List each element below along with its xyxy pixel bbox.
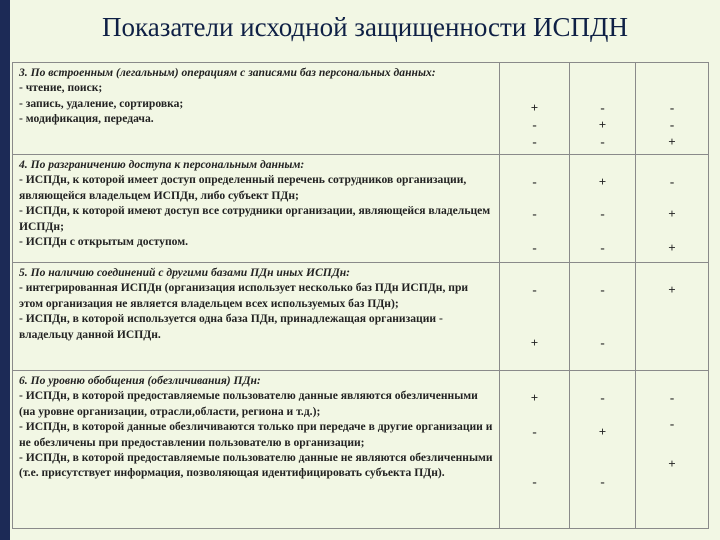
- column-3-cell: [636, 63, 709, 155]
- mark: -: [600, 282, 605, 297]
- mark: -: [532, 206, 537, 221]
- mark: -: [669, 174, 675, 189]
- mark: +: [530, 335, 539, 350]
- row-line: - ИСПДн, в которой предоставляемые пользователю данные не являются обезличенными (т.е. присутствует информация, позволяющая идентифицировать субъекта ПДн).: [19, 451, 493, 480]
- mark: -: [532, 474, 537, 489]
- row-line: - ИСПДн, в которой данные обезличиваются только при передаче в другие организации и не обезличены при предоставлении пользователю в организации;: [19, 420, 493, 449]
- mark: -: [532, 117, 537, 132]
- mark: +: [530, 390, 539, 405]
- mark: +: [668, 134, 676, 149]
- mark: +: [668, 206, 676, 221]
- mark: -: [669, 390, 675, 405]
- row-description: [13, 155, 500, 263]
- mark: -: [532, 424, 537, 439]
- mark: +: [598, 174, 607, 189]
- indicators-table: [12, 62, 709, 529]
- row-description: [13, 263, 500, 371]
- column-2-cell: [570, 371, 636, 529]
- column-2-cell: [570, 155, 636, 263]
- row-line: - запись, удаление, сортировка;: [19, 96, 184, 110]
- row-line: - ИСПДн, к которой имеют доступ все сотрудники организации, являющейся владельцем ИСПДн;: [19, 204, 491, 233]
- mark: -: [600, 100, 605, 115]
- column-2-cell: [570, 263, 636, 371]
- mark: -: [600, 474, 605, 489]
- row-description: [13, 371, 500, 529]
- mark: -: [669, 416, 675, 431]
- mark: -: [669, 117, 675, 132]
- mark: +: [598, 117, 607, 132]
- row-line: - ИСПДн, в которой предоставляемые пользователю данные являются обезличенными (на уровне организации, отрасли,области, региона и т.д.);: [19, 389, 478, 418]
- mark: -: [600, 206, 605, 221]
- column-3-cell: [636, 263, 709, 371]
- mark: +: [668, 456, 676, 471]
- mark: -: [669, 100, 675, 115]
- mark: +: [598, 424, 607, 439]
- mark: -: [532, 282, 537, 297]
- column-2-cell: [570, 63, 636, 155]
- column-1-cell: [500, 155, 570, 263]
- column-3-cell: [636, 371, 709, 529]
- mark: +: [668, 282, 676, 297]
- row-line: - ИСПДн, к которой имеет доступ определенный перечень сотрудников организации, являющейся владельцем ИСПДн, либо субъект ПДн;: [19, 173, 467, 202]
- row-line: - интегрированная ИСПДн (организация использует несколько баз ПДн ИСПДн, при этом организация не является владельцем всех используемых баз ПДн);: [19, 281, 469, 310]
- column-3-cell: [636, 155, 709, 263]
- table-row-5: [13, 263, 709, 371]
- column-1-cell: [500, 263, 570, 371]
- column-1-cell: [500, 63, 570, 155]
- table-row-6: [13, 371, 709, 529]
- mark: -: [600, 390, 605, 405]
- column-1-cell: [500, 371, 570, 529]
- mark: -: [600, 134, 605, 149]
- row-line: - модификация, передача.: [19, 112, 154, 126]
- table-row-3: [13, 63, 709, 155]
- mark: -: [600, 240, 605, 255]
- table-row-4: [13, 155, 709, 263]
- mark: -: [532, 240, 537, 255]
- row-heading: 6. По уровню обобщения (обезличивания) ПДн:: [19, 374, 261, 387]
- row-line: - ИСПДн, в которой используется одна база ПДн, принадлежащая организации - владельцу данной ИСПДн.: [19, 312, 443, 341]
- left-accent-bar: [0, 0, 10, 540]
- mark: -: [532, 174, 537, 189]
- mark: +: [668, 240, 676, 255]
- mark: +: [530, 100, 539, 115]
- row-heading: 4. По разграничению доступа к персональным данным:: [19, 158, 305, 171]
- row-line: - чтение, поиск;: [19, 81, 103, 95]
- row-description: [13, 63, 500, 155]
- mark: -: [532, 134, 537, 149]
- row-heading: 5. По наличию соединений с другими базами ПДн иных ИСПДн:: [19, 266, 351, 279]
- page-title: Показатели исходной защищенности ИСПДН: [102, 12, 628, 42]
- mark: -: [600, 335, 605, 350]
- row-line: - ИСПДн с открытым доступом.: [19, 235, 189, 249]
- row-heading: 3. По встроенным (легальным) операциям с записями баз персональных данных:: [19, 66, 436, 79]
